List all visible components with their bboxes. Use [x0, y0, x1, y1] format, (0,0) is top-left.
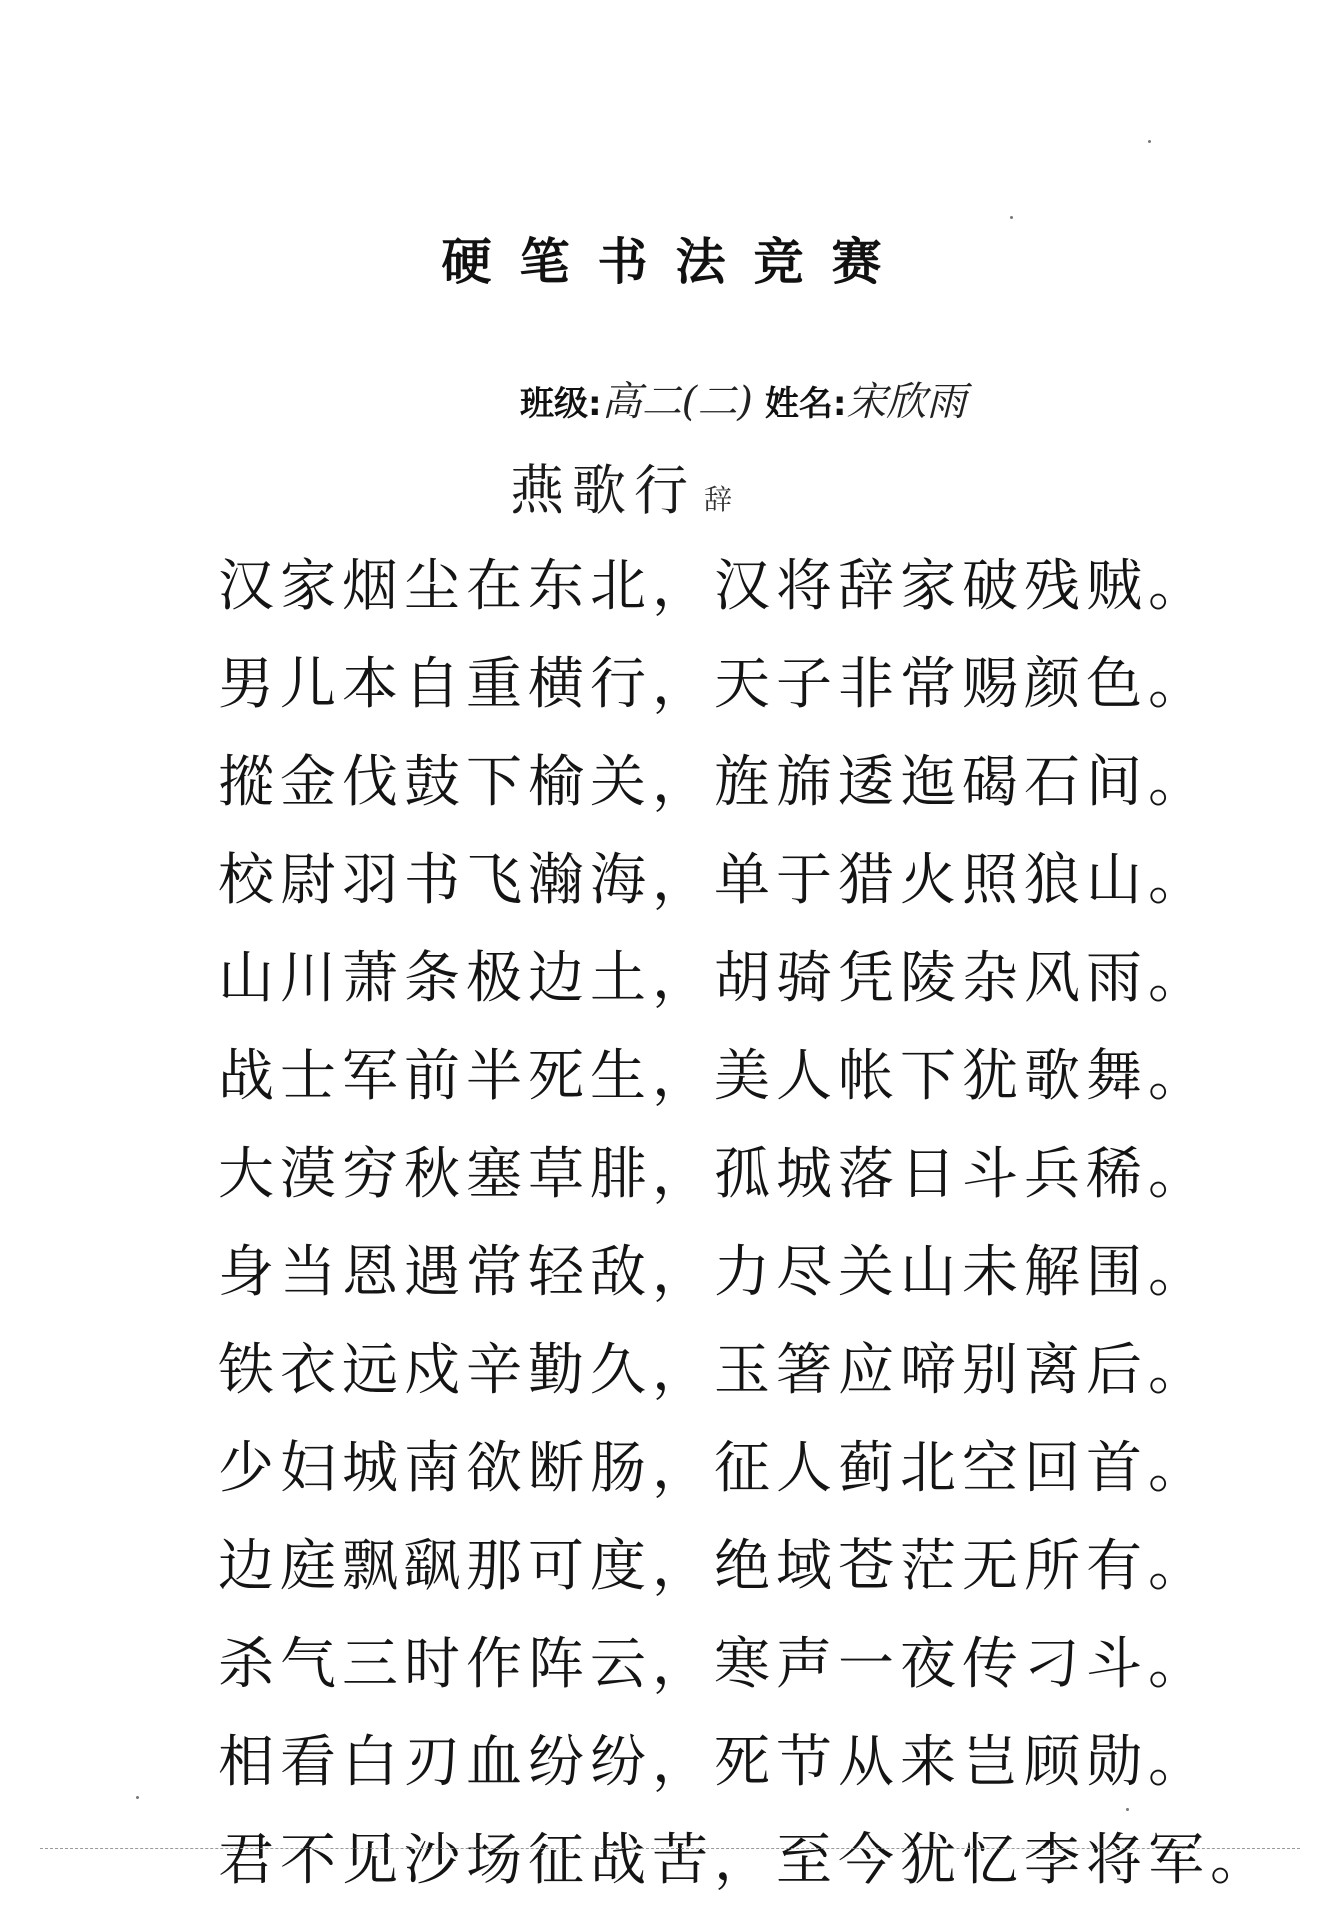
poem-line: 男儿本自重横行，天子非常赐颜色。: [218, 652, 1210, 717]
poem-line: 战士军前半死生，美人帐下犹歌舞。: [218, 1044, 1210, 1109]
scan-edge-line: [40, 1848, 1300, 1849]
poem-line: 君不见沙场征战苦，至今犹忆李将军。: [218, 1828, 1272, 1893]
poem-line: 校尉羽书飞瀚海，单于猎火照狼山。: [218, 848, 1210, 913]
poem-name: 燕歌行: [510, 459, 696, 522]
poem-line: 山川萧条极边土，胡骑凭陵杂风雨。: [218, 946, 1210, 1011]
poem-line: 大漠穷秋塞草腓，孤城落日斗兵稀。: [218, 1142, 1210, 1207]
scan-speck: [136, 1796, 139, 1799]
class-label: 班级:: [520, 384, 602, 424]
poem-line: 铁衣远戍辛勤久，玉箸应啼别离后。: [218, 1338, 1210, 1403]
name-label: 姓名:: [764, 384, 847, 424]
poem-line: 摐金伐鼓下榆关，旌旆逶迤碣石间。: [218, 750, 1210, 815]
name-value: 宋欣雨: [846, 379, 967, 425]
poem-author-note: 辞: [704, 483, 733, 516]
scan-speck: [1126, 1808, 1129, 1811]
poem-lines: [218, 538, 1272, 1910]
page-title: 硬笔书法竞赛: [441, 233, 910, 291]
class-value: 高二(二): [601, 379, 753, 425]
poem-title: [510, 448, 732, 525]
scan-speck: [1148, 140, 1151, 143]
poem-line: 汉家烟尘在东北，汉将辞家破残贼。: [218, 554, 1210, 619]
student-info: [520, 370, 978, 427]
poem-line: 边庭飘飖那可度，绝域苍茫无所有。: [218, 1534, 1210, 1599]
poem-line: 少妇城南欲断肠，征人蓟北空回首。: [218, 1436, 1210, 1501]
scan-speck: [1010, 216, 1013, 219]
poem-line: 相看白刃血纷纷，死节从来岂顾勋。: [218, 1730, 1210, 1795]
poem-line: 身当恩遇常轻敌，力尽关山未解围。: [218, 1240, 1210, 1305]
poem-line: 杀气三时作阵云，寒声一夜传刁斗。: [218, 1632, 1210, 1697]
